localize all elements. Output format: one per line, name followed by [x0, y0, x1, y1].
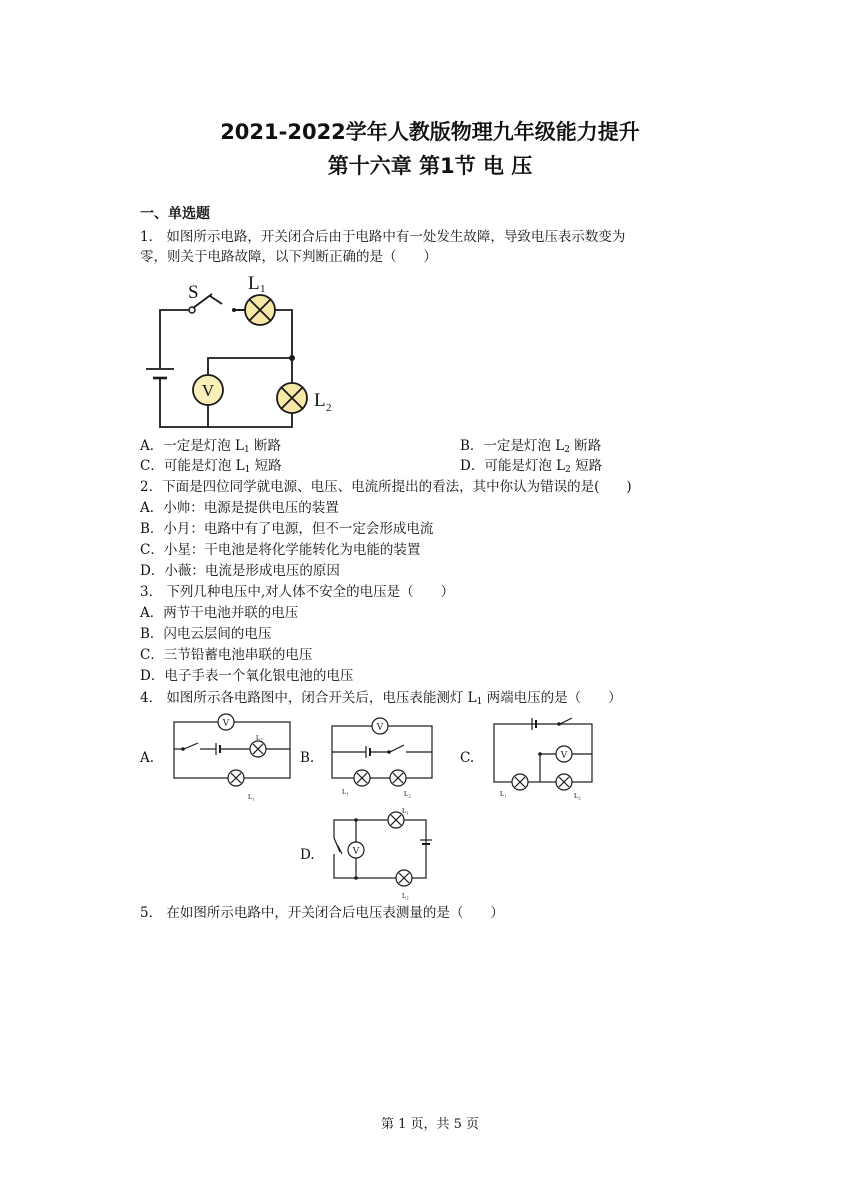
page-footer: 第 1 页，共 5 页: [380, 1117, 480, 1132]
chapter-title: 第十六章 第1节 电 压: [327, 154, 533, 178]
question-5-stem: 5． 在如图所示电路中，开关闭合后电压表测量的是（ ）: [140, 905, 504, 921]
bulb-l1-icon: [245, 295, 275, 325]
svg-text:2: 2: [326, 402, 332, 414]
question-3-stem: 3． 下列几种电压中,对人体不安全的电压是（ ）: [140, 584, 455, 600]
q2-option-a: A．小帅：电源是提供电压的装置: [140, 500, 339, 516]
q2-option-d: D．小薇：电流是形成电压的原因: [140, 563, 340, 579]
q1-option-b: B．一定是灯泡 $L_2$ 断路: [460, 438, 602, 455]
svg-text:L₁: L₁: [342, 788, 349, 796]
switch-label: S: [188, 282, 199, 303]
svg-text:L₂: L₂: [256, 734, 263, 742]
q2-option-c: C．小星：干电池是将化学能转化为电能的装置: [140, 542, 421, 558]
q4-option-b-label: B.: [300, 750, 315, 766]
svg-text:L₂: L₂: [574, 792, 581, 800]
q4-option-c-label: C.: [460, 750, 475, 766]
q4-circuit-d: [326, 806, 438, 902]
question-text: 如图所示电路，开关闭合后由于电路中有一处发生故障，导致电压表示数变为: [166, 229, 626, 245]
q4-option-d-label: D.: [300, 847, 315, 863]
svg-text:V: V: [201, 381, 215, 400]
svg-text:L: L: [248, 273, 260, 294]
voltmeter-icon: [193, 375, 223, 405]
q4-circuit-c: [488, 712, 600, 804]
q3-option-a: A．两节干电池并联的电压: [140, 605, 299, 621]
svg-text:L₁: L₁: [248, 793, 255, 801]
q3-option-c: C．三节铅蓄电池串联的电压: [140, 647, 313, 663]
q4-circuit-b: [326, 712, 440, 804]
svg-text:V: V: [560, 750, 568, 761]
svg-text:L₂: L₂: [402, 892, 409, 900]
q3-option-d: D．电子手表一个氧化银电池的电压: [140, 668, 354, 684]
question-2-stem: 2．下面是四位同学就电源、电压、电流所提出的看法，其中你认为错误的是( ): [140, 479, 632, 495]
svg-text:L: L: [314, 390, 326, 411]
q4-option-a-label: A.: [140, 750, 155, 766]
bulb-l2-icon: [277, 383, 307, 413]
doc-title: 2021-2022学年人教版物理九年级能力提升: [220, 120, 640, 144]
svg-text:1: 1: [260, 283, 266, 295]
q3-option-b: B．闪电云层间的电压: [140, 626, 272, 642]
q2-option-b: B．小月：电路中有了电源，但不一定会形成电流: [140, 521, 434, 537]
question-number: 1．: [140, 229, 163, 245]
svg-text:V: V: [376, 722, 384, 733]
svg-text:V: V: [352, 846, 360, 857]
svg-text:L₂: L₂: [404, 790, 411, 798]
question-1-stem-cont: 零，则关于电路故障，以下判断正确的是（ ）: [140, 249, 437, 265]
svg-text:L₁: L₁: [402, 807, 409, 815]
question-4-stem: 4． 如图所示各电路图中，闭合开关后，电压表能测灯 $L_1$ 两端电压的是（ ）: [140, 690, 622, 707]
q4-circuit-a: [168, 712, 296, 804]
svg-text:L₁: L₁: [500, 790, 507, 798]
q1-option-c: C．可能是灯泡 $L_1$ 短路: [140, 458, 282, 475]
q1-option-d: D．可能是灯泡 $L_2$ 短路: [460, 458, 603, 475]
q1-circuit-diagram: [138, 272, 338, 434]
section-heading: 一、单选题: [140, 206, 210, 222]
question-1-stem: [140, 228, 625, 246]
svg-text:V: V: [222, 718, 230, 729]
q1-option-a: A．一定是灯泡 $L_1$ 断路: [140, 438, 282, 455]
